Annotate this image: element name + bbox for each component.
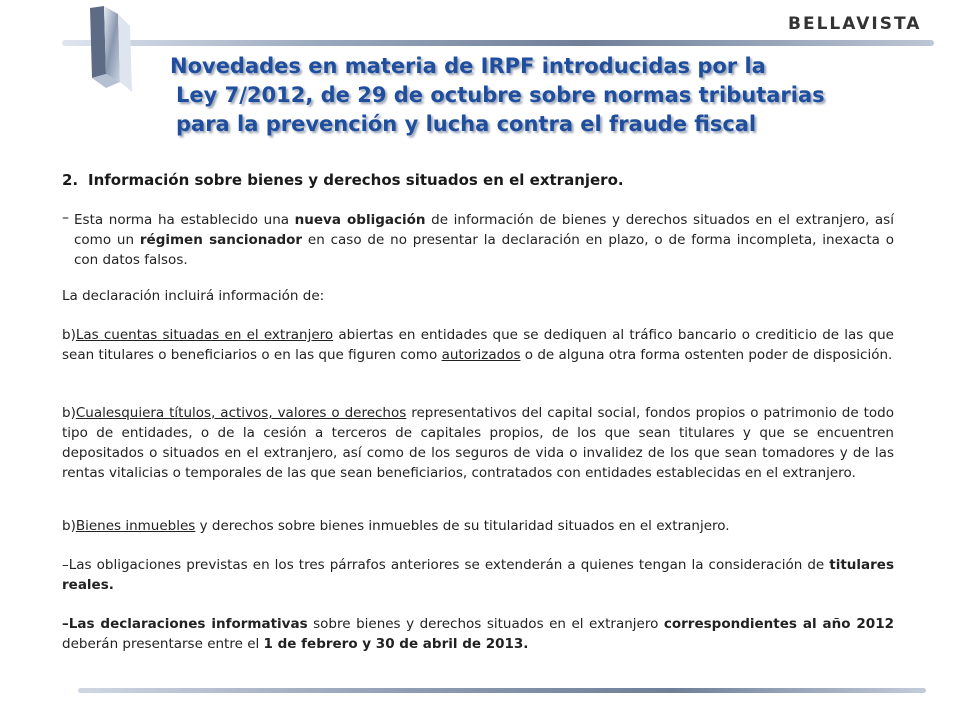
bullet-dash: – <box>62 210 69 226</box>
intro-text-2: de información de bienes y derechos situados en el extranjero, así como un <box>74 212 894 248</box>
title-line-1: Novedades en materia de IRPF introducidas por la <box>170 54 766 78</box>
item-real-estate <box>62 516 894 536</box>
note-deadline-text-1: sobre bienes y derechos situados en el extranjero <box>307 616 664 632</box>
intro-text-1: Esta norma ha establecido una <box>74 212 295 228</box>
declaration-intro: La declaración incluirá información de: <box>62 288 325 304</box>
item-securities-prefix: b) <box>62 405 76 421</box>
item-real-estate-prefix: b) <box>62 518 76 534</box>
title-line-2: Ley 7/2012, de 29 de octubre sobre normas tributarias <box>176 83 825 107</box>
item-accounts-text-2: o de alguna otra forma ostenten poder de disposición. <box>520 347 893 363</box>
intro-bold-1: nueva obligación <box>294 212 426 228</box>
footer-rule <box>78 688 926 693</box>
brand-name: BELLAVISTA <box>788 14 922 34</box>
note-deadline-text-2: deberán presentarse entre el <box>62 636 264 652</box>
note-deadline-bold-2: correspondientes al año 2012 <box>663 616 894 632</box>
item-accounts-authorized: autorizados <box>441 347 521 363</box>
section-heading-text: Información sobre bienes y derechos situados en el extranjero. <box>88 171 624 189</box>
item-securities <box>62 403 894 483</box>
item-accounts <box>62 325 894 365</box>
note-beneficial-owners-bold: titulares reales. <box>62 557 894 593</box>
note-beneficial-owners-text: –Las obligaciones previstas en los tres párrafos anteriores se extenderán a quienes tengan la consideración de <box>62 557 830 573</box>
intro-paragraph <box>74 210 894 270</box>
note-beneficial-owners <box>62 555 894 595</box>
logo-i-icon <box>84 4 136 92</box>
item-accounts-underlined: Las cuentas situadas en el extranjero <box>75 327 334 343</box>
note-deadline-bold-3: 1 de febrero y 30 de abril de 2013. <box>263 636 529 652</box>
title-line-3: para la prevención y lucha contra el fraude fiscal <box>176 112 757 136</box>
item-accounts-prefix: b) <box>62 327 76 343</box>
section-heading <box>62 171 624 189</box>
item-accounts-text-1: abiertas en entidades que se dediquen al tráfico bancario o crediticio de las que sean titulares o beneficiarios o en las que figuren como <box>62 327 894 363</box>
intro-text-3: en caso de no presentar la declaración en plazo, o de forma incompleta, inexacta o con datos falsos. <box>74 232 894 268</box>
note-deadline-bold-1: –Las declaraciones informativas <box>62 616 308 632</box>
note-deadline <box>62 614 894 654</box>
item-real-estate-text: y derechos sobre bienes inmuebles de su titularidad situados en el extranjero. <box>195 518 730 534</box>
header-rule <box>62 40 934 46</box>
item-securities-underlined: Cualesquiera títulos, activos, valores o derechos <box>75 405 407 421</box>
item-real-estate-underlined: Bienes inmuebles <box>75 518 196 534</box>
intro-bold-2: régimen sancionador <box>139 232 303 248</box>
item-securities-text: representativos del capital social, fondos propios o patrimonio de todo tipo de entidades, o de la cesión a terceros de capitales propios, de los que sean titulares y que se encuentren depositados o situados en el extranjero, así como de los seguros de vida o invalidez de los que sean tomadores y de las rentas vitalicias o temporales de las que sean beneficiarios, contratados con entidades establecidas en el extranjero. <box>62 405 894 481</box>
page-title <box>170 52 930 139</box>
section-number: 2. <box>62 171 79 189</box>
